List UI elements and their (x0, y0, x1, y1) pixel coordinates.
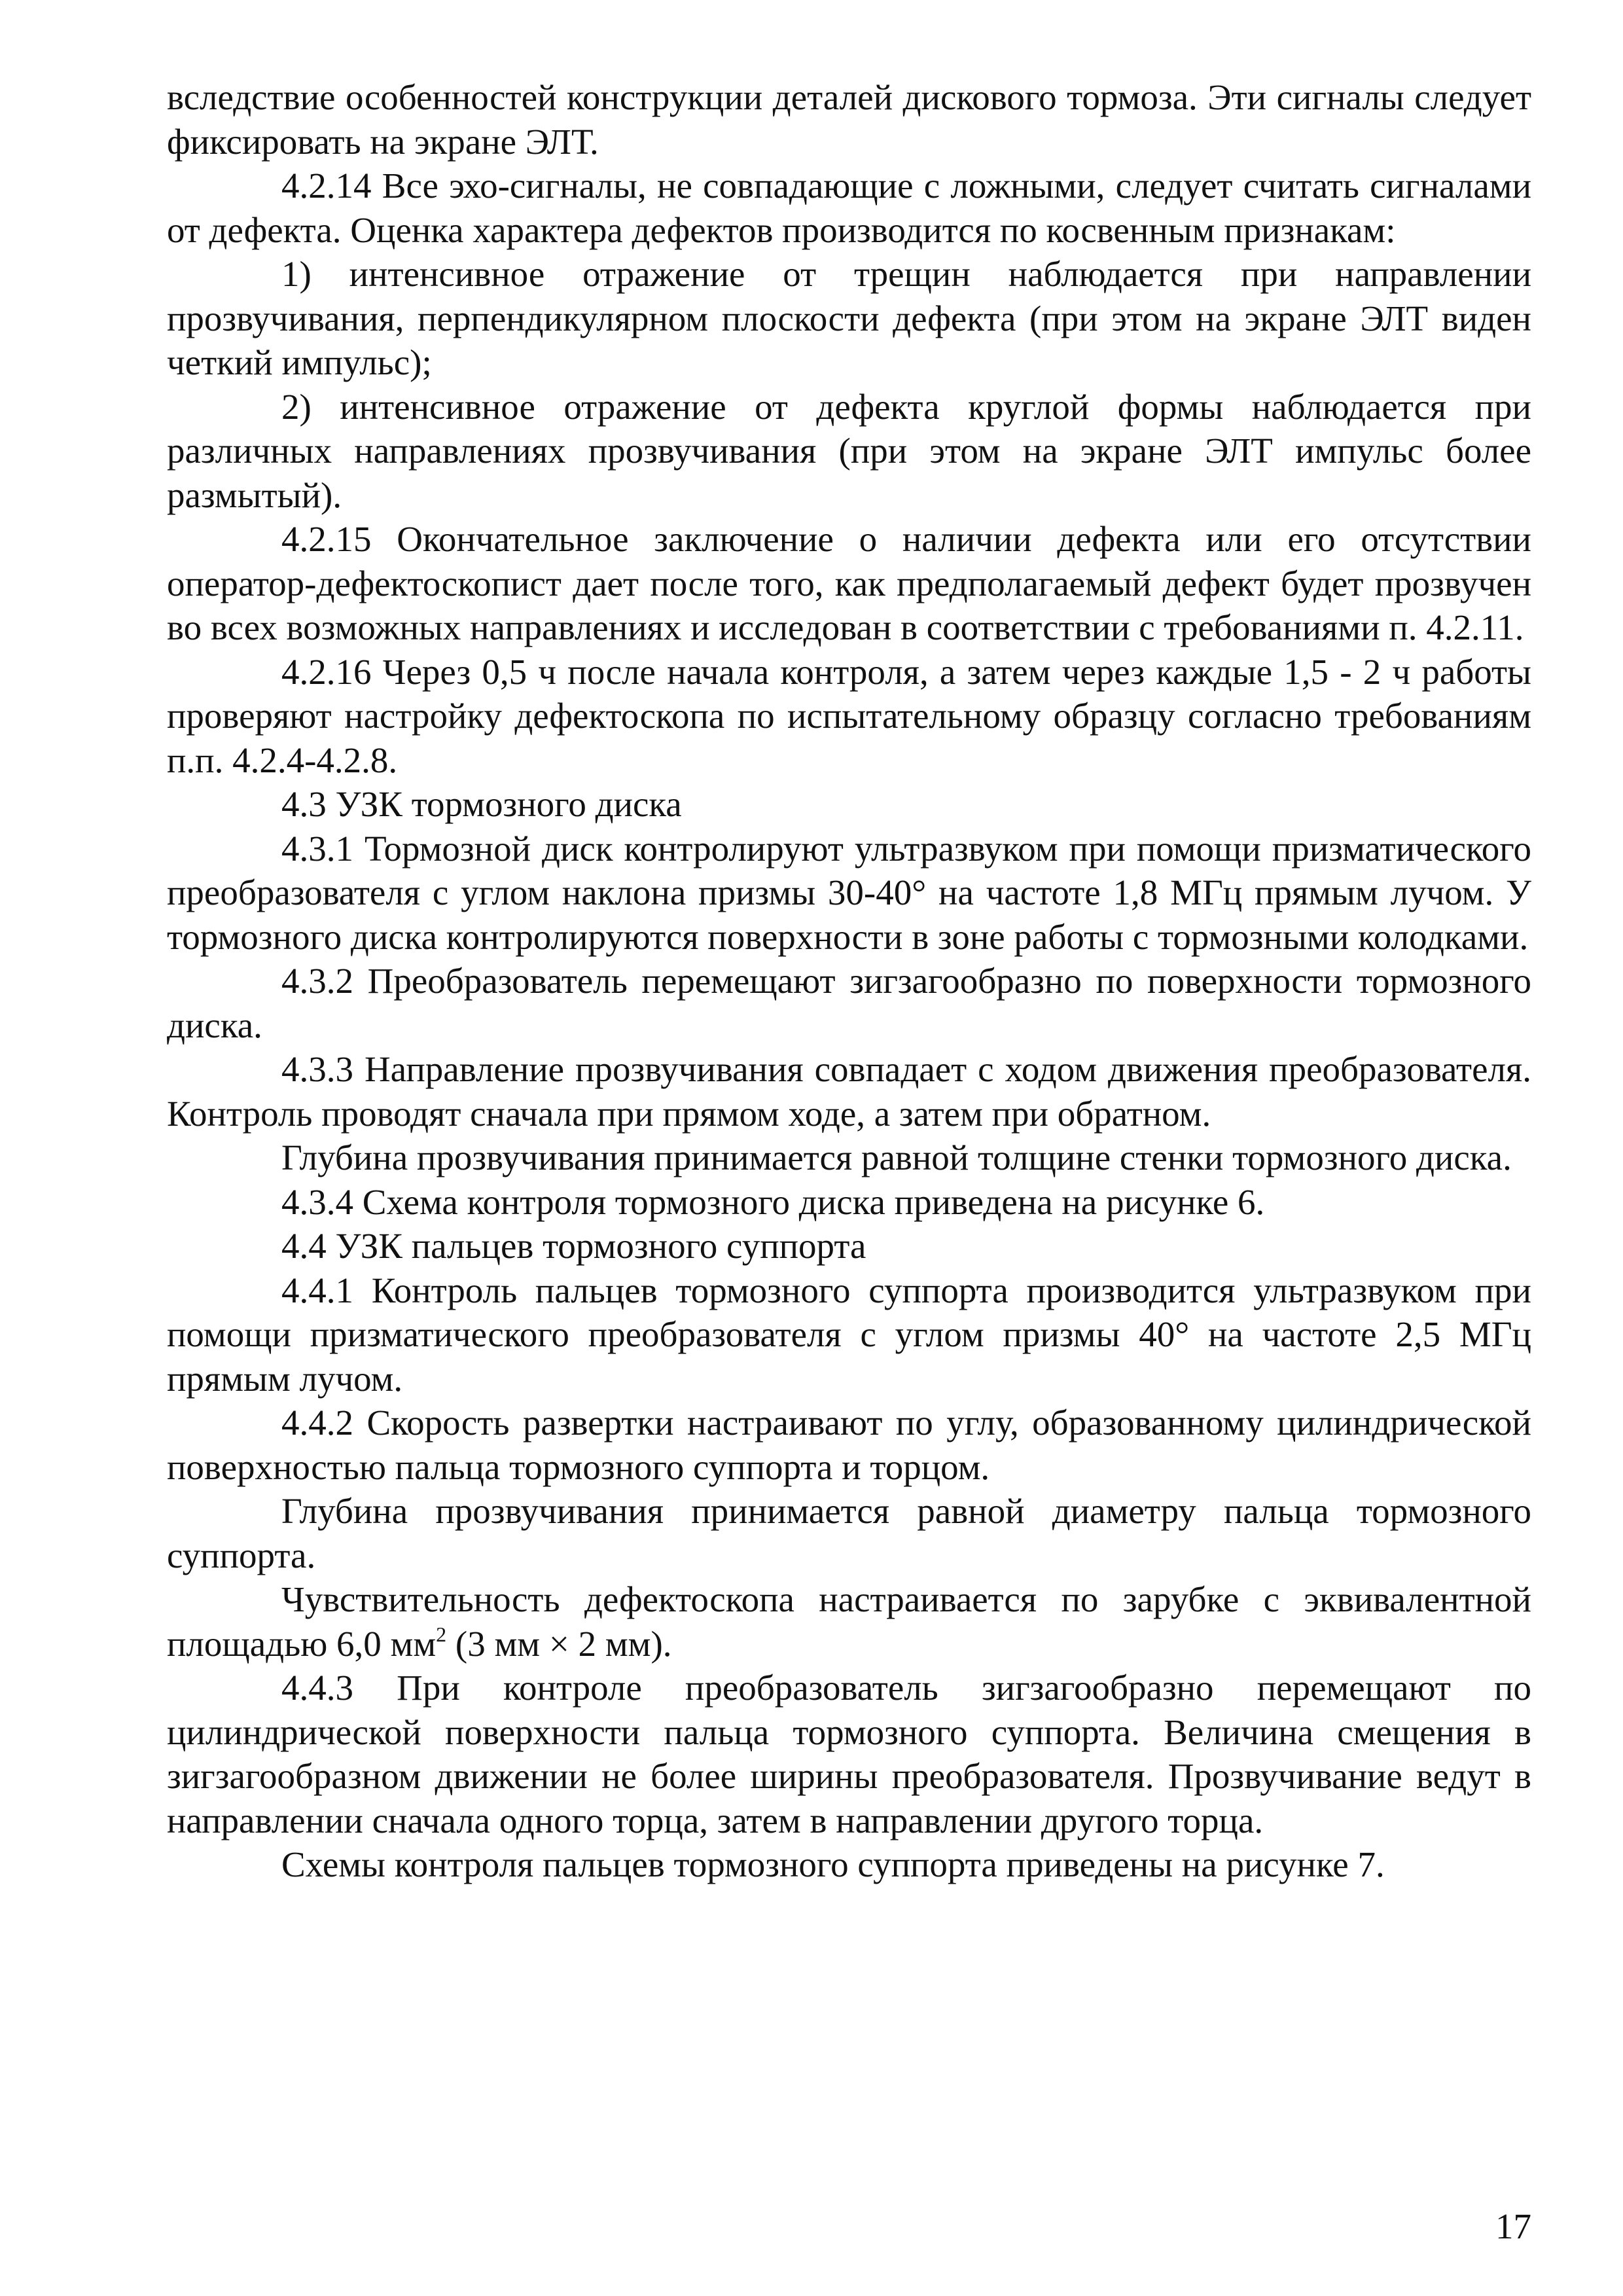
page-number: 17 (1495, 2206, 1531, 2246)
document-page (167, 75, 1531, 1887)
sensitivity-text: Чувствительность дефектоскопа настраивается по зарубке с эквивалентной площадью 6,0 мм (167, 1579, 1531, 1664)
superscript-2: 2 (436, 1622, 447, 1646)
list-item-2: 2) интенсивное отражение от дефекта круглой формы наблюдается при различных направлениях прозвучивания (при этом на экране ЭЛТ импульс более размытый). (167, 386, 1531, 515)
paragraph-figure-7-ref: Схемы контроля пальцев тормозного суппорта приведены на рисунке 7. (281, 1844, 1385, 1884)
paragraph-4-3-4: 4.3.4 Схема контроля тормозного диска приведена на рисунке 6. (281, 1181, 1265, 1222)
paragraph-4-4-1: 4.4.1 Контроль пальцев тормозного суппорта производится ультразвуком при помощи призматического преобразователя с углом призмы 40° на частоте 2,5 МГц прямым лучом. (167, 1270, 1531, 1399)
paragraph-4-4-3: 4.4.3 При контроле преобразователь зигзагообразно перемещают по цилиндрической поверхности пальца тормозного суппорта. Величина смещения в зигзагообразном движении не более ширины преобразователя. Прозвучивание ведут в направлении сначала одного торца, затем в направлении другого торца. (167, 1668, 1531, 1840)
paragraph-4-4-2: 4.4.2 Скорость развертки настраивают по углу, образованному цилиндрической поверхностью пальца тормозного суппорта и торцом. (167, 1403, 1531, 1487)
paragraph-4-3-2: 4.3.2 Преобразователь перемещают зигзагообразно по поверхности тормозного диска. (167, 961, 1531, 1045)
paragraph-4-3-1: 4.3.1 Тормозной диск контролируют ультразвуком при помощи призматического преобразователя с углом наклона призмы 30-40° на частоте 1,8 МГц прямым лучом. У тормозного диска контролируются поверхности в зоне работы с тормозными колодками. (167, 828, 1531, 957)
paragraph-continuation: вследствие особенностей конструкции деталей дискового тормоза. Эти сигналы следует фиксировать на экране ЭЛТ. (167, 77, 1531, 162)
section-heading-4-4: 4.4 УЗК пальцев тормозного суппорта (281, 1226, 866, 1266)
list-item-1: 1) интенсивное отражение от трещин наблюдается при направлении прозвучивания, перпендикулярном плоскости дефекта (при этом на экране ЭЛТ виден четкий импульс); (167, 254, 1531, 382)
paragraph-4-2-16: 4.2.16 Через 0,5 ч после начала контроля, а затем через каждые 1,5 - 2 ч работы проверяют настройку дефектоскопа по испытательному образцу согласно требованиям п.п. 4.2.4-4.2.8. (167, 651, 1531, 780)
paragraph-4-3-3: 4.3.3 Направление прозвучивания совпадает с ходом движения преобразователя. Контроль проводят сначала при прямом ходе, а затем при обратном. (167, 1049, 1531, 1134)
section-heading-4-3: 4.3 УЗК тормозного диска (281, 784, 682, 824)
sensitivity-text-end: (3 мм × 2 мм). (446, 1623, 672, 1664)
paragraph-4-2-15: 4.2.15 Окончательное заключение о наличии дефекта или его отсутствии оператор-дефектоскопист дает после того, как предполагаемый дефект будет прозвучен во всех возможных направлениях и исследован в соответствии с требованиями п. 4.2.11. (167, 519, 1531, 647)
paragraph-sensitivity (167, 1577, 1531, 1666)
paragraph-4-2-14: 4.2.14 Все эхо-сигналы, не совпадающие с ложными, следует считать сигналами от дефекта. Оценка характера дефектов производится по косвенным признакам: (167, 166, 1531, 250)
paragraph-depth-disk: Глубина прозвучивания принимается равной толщине стенки тормозного диска. (281, 1138, 1512, 1177)
paragraph-depth-pin: Глубина прозвучивания принимается равной диаметру пальца тормозного суппорта. (167, 1491, 1531, 1575)
